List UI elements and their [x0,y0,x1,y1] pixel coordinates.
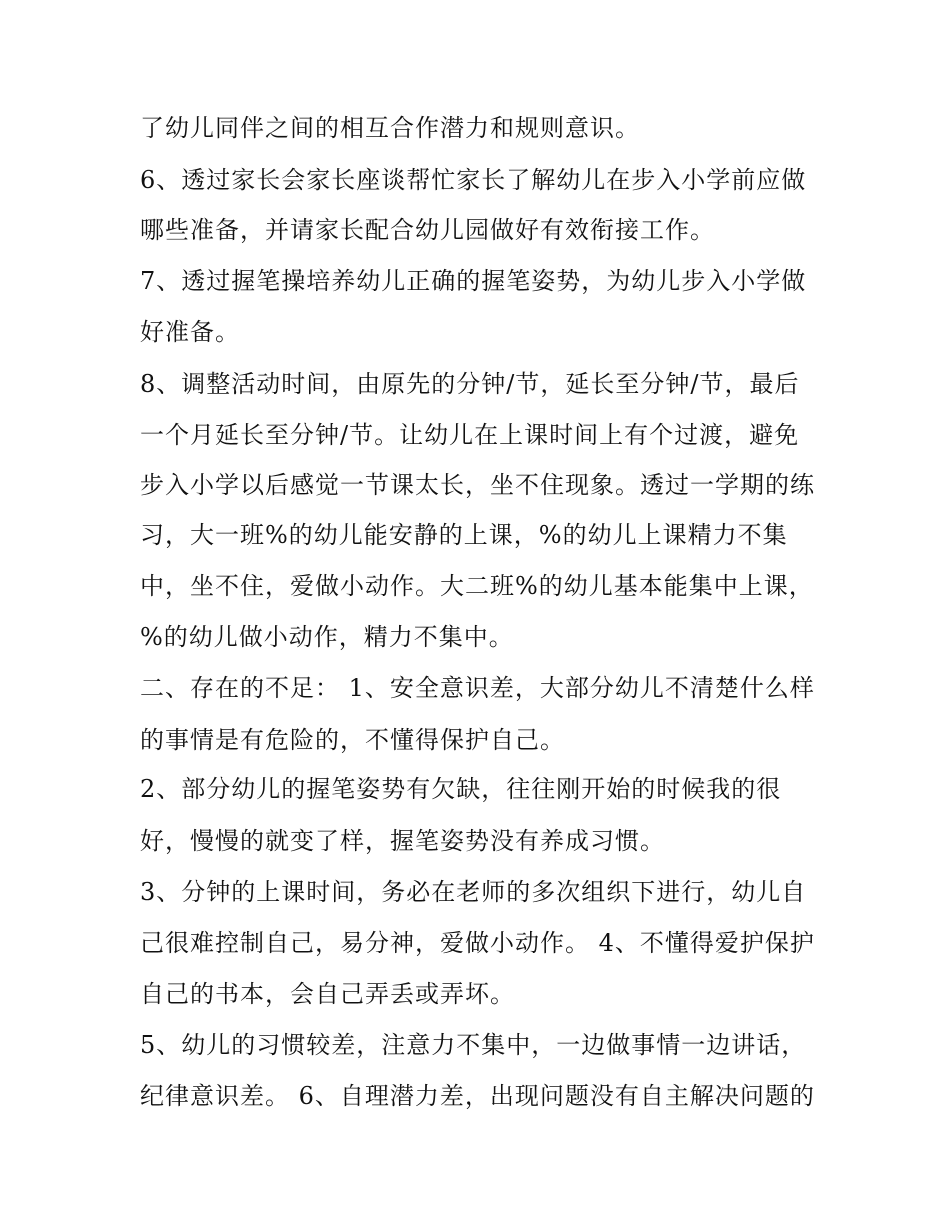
text-line: 一个月延长至分钟/节。让幼儿在上课时间上有个过渡，避免 [140,421,800,449]
text-line: 自己的书本，会自己弄丢或弄坏。 [140,980,515,1008]
text-line: 二、存在的不足： 1、安全意识差，大部分幼儿不清楚什么样 [140,674,815,702]
text-line: 好，慢慢的就变了样，握笔姿势没有养成习惯。 [140,827,665,855]
text-line: 步入小学以后感觉一节课太长，坐不住现象。透过一学期的练 [140,471,815,499]
text-line: 好准备。 [140,318,240,346]
text-line: 8、调整活动时间，由原先的分钟/节，延长至分钟/节，最后 [140,370,800,398]
text-line: 7、透过握笔操培养幼儿正确的握笔姿势，为幼儿步入小学做 [140,267,807,295]
text-line: 己很难控制自己，易分神，爱做小动作。 4、不懂得爱护保护 [140,929,815,957]
text-line: %的幼儿做小动作，精力不集中。 [140,623,514,651]
text-line: 的事情是有危险的，不懂得保护自己。 [140,726,565,754]
text-line: 3、分钟的上课时间，务必在老师的多次组织下进行，幼儿自 [140,878,807,906]
text-line: 6、透过家长会家长座谈帮忙家长了解幼儿在步入小学前应做 [140,166,807,194]
text-line: 中，坐不住，爱做小动作。大二班%的幼儿基本能集中上课， [140,572,814,600]
text-line: 5、幼儿的习惯较差，注意力不集中，一边做事情一边讲话， [140,1031,807,1059]
text-line: 2、部分幼儿的握笔姿势有欠缺，往往刚开始的时候我的很 [140,775,782,803]
text-line: 哪些准备，并请家长配合幼儿园做好有效衔接工作。 [140,216,715,244]
text-line: 习，大一班%的幼儿能安静的上课，%的幼儿上课精力不集 [140,521,788,549]
text-line: 了幼儿同伴之间的相互合作潜力和规则意识。 [140,114,640,142]
text-line: 纪律意识差。 6、自理潜力差，出现问题没有自主解决问题的 [140,1082,815,1110]
